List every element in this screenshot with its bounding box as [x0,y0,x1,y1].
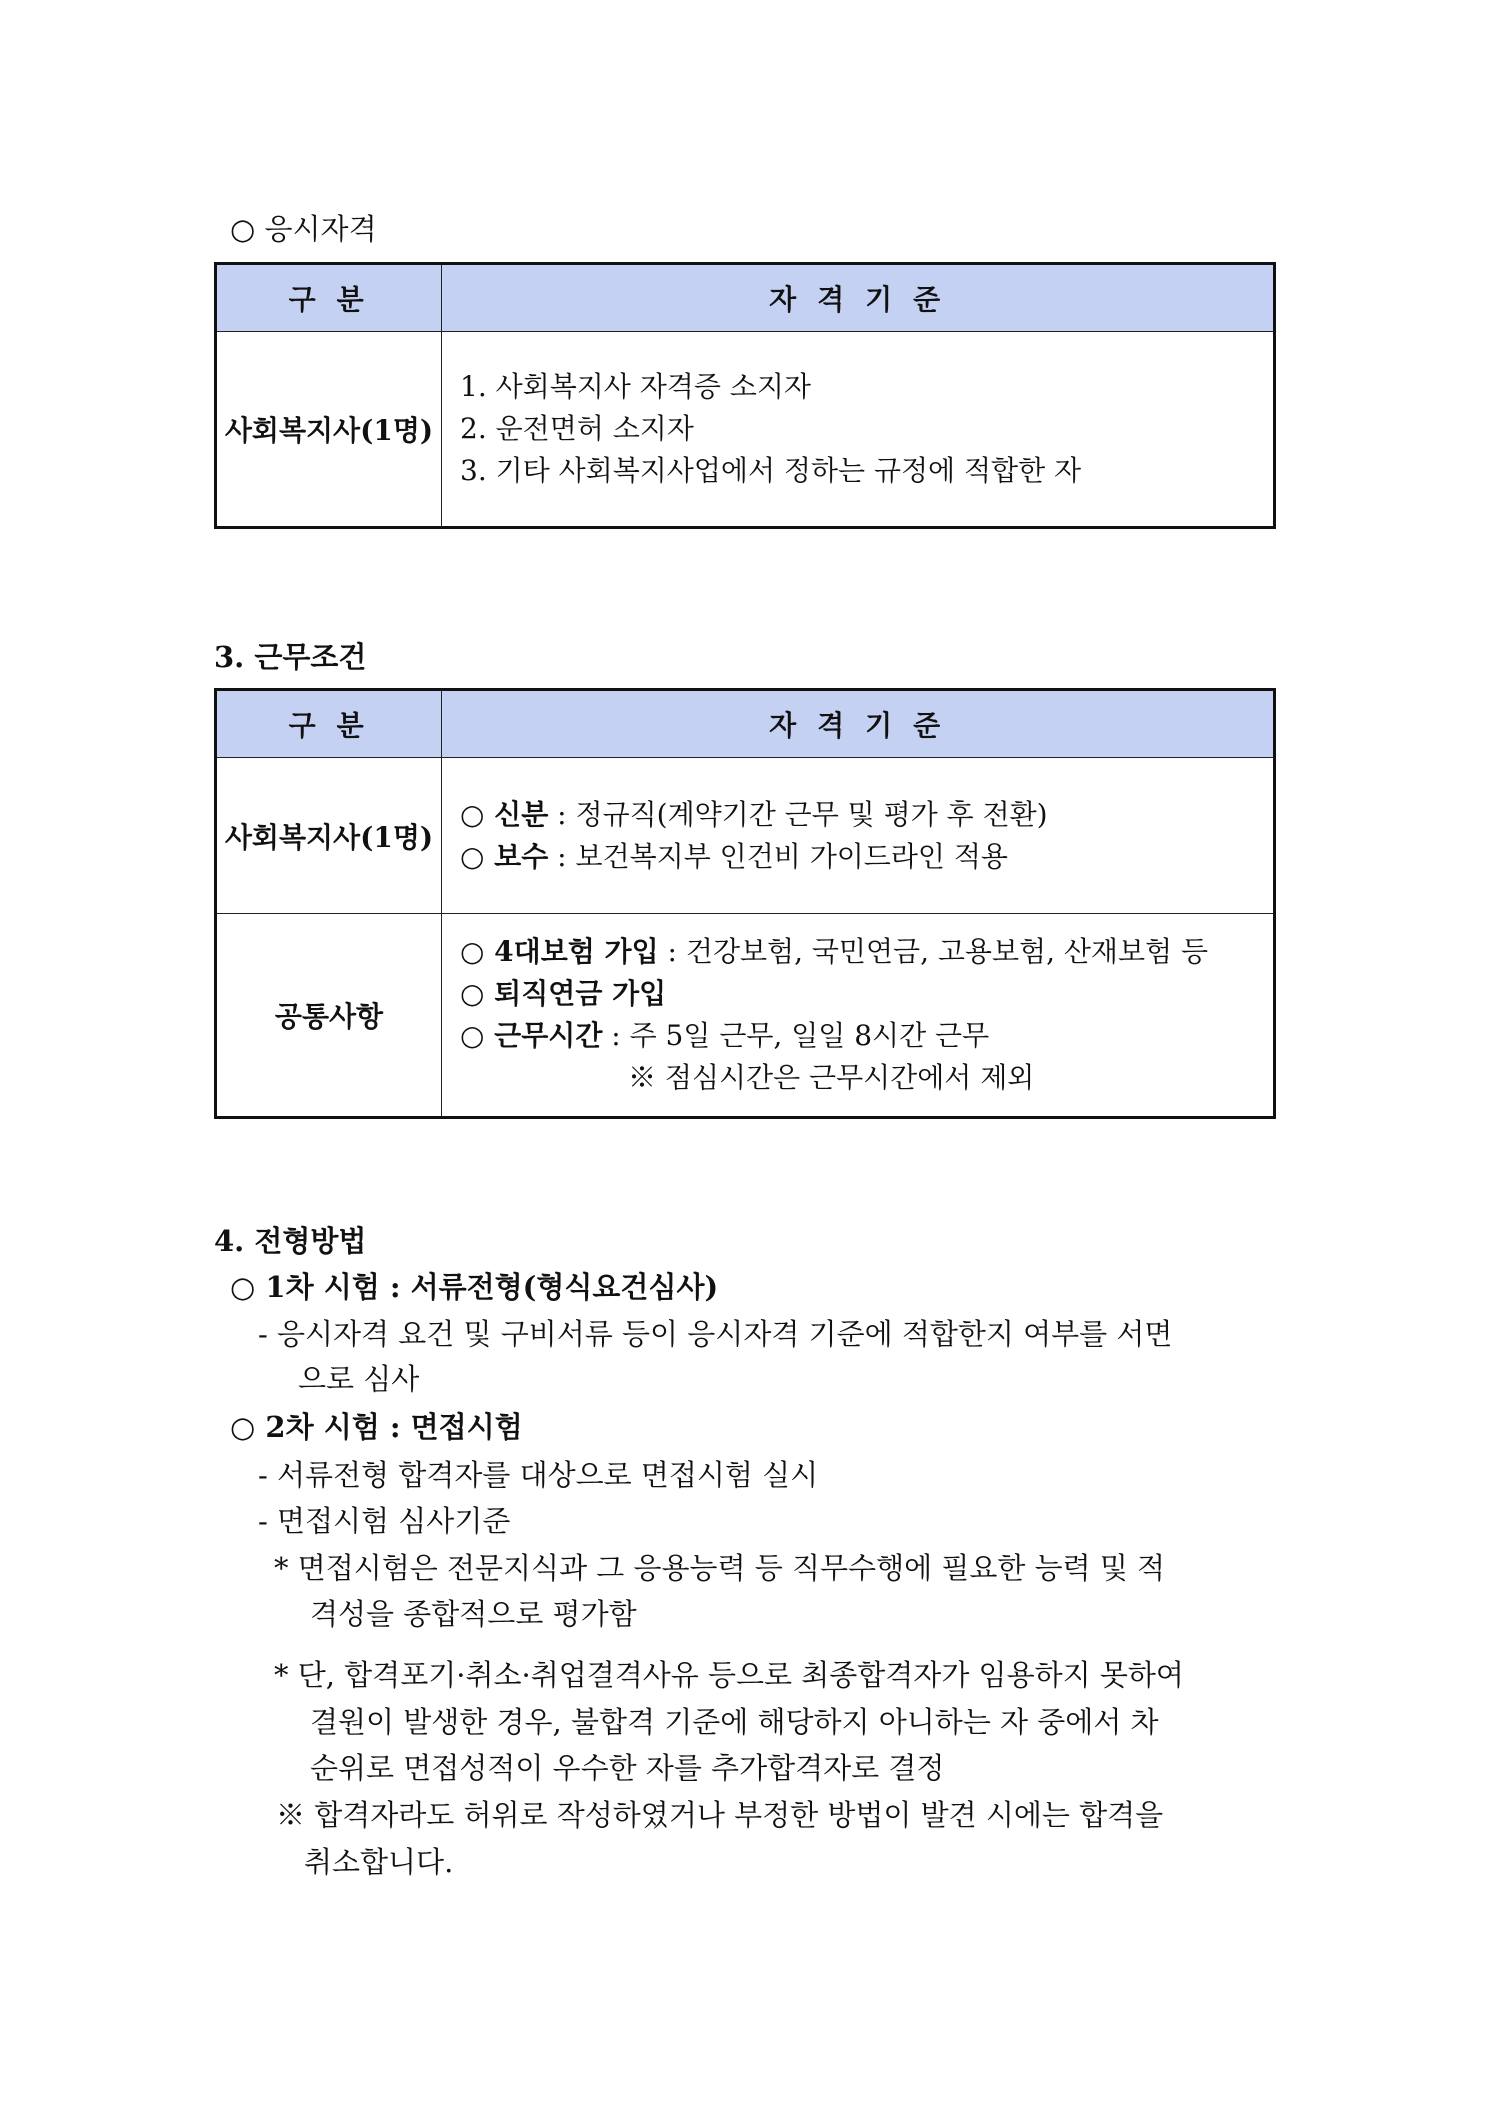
item-key: ○ 보수 [460,839,549,873]
col-header-criteria: 자 격 기 준 [442,690,1275,758]
row-label: 사회복지사(1명) [216,332,442,528]
list-item [460,973,1255,1015]
list-item: 1. 사회복지사 자격증 소지자 [460,370,811,403]
conditions-header-row [216,690,1275,758]
conditions-heading: 3. 근무조건 [214,640,367,674]
item-key: ○ 퇴직연금 가입 [460,977,667,1010]
conditions-table [214,688,1276,1119]
table-row [216,332,1275,528]
list-item [460,836,1255,878]
qualification-table [214,262,1276,529]
item-text: : 주 5일 근무, 일일 8시간 근무 [602,1019,990,1052]
criteria-note: 결원이 발생한 경우, 불합격 기준에 해당하지 아니하는 자 중에서 차 [310,1705,1159,1739]
table-row [216,914,1275,1118]
item-text: : 건강보험, 국민연금, 고용보험, 산재보험 등 [658,935,1209,968]
row-content [442,914,1275,1118]
table-row [216,758,1275,914]
col-header-criteria: 자 격 기 준 [442,264,1275,332]
notice-line: ※ 합격자라도 허위로 작성하였거나 부정한 방법이 발견 시에는 합격을 [276,1798,1164,1832]
qualification-header-row [216,264,1275,332]
item-key: ○ 근무시간 [460,1019,603,1052]
stage2-line: - 면접시험 심사기준 [258,1504,511,1538]
list-item: 2. 운전면허 소지자 [460,412,694,445]
criteria-note: 순위로 면접성적이 우수한 자를 추가합격자로 결정 [310,1751,945,1785]
lunch-note: ※ 점심시간은 근무시간에서 제외 [628,1061,1035,1094]
list-item [460,794,1255,836]
selection-heading: 4. 전형방법 [214,1224,367,1258]
item-key: ○ 신분 [460,797,549,831]
list-item [460,931,1255,973]
stage1-line: - 응시자격 요건 및 구비서류 등이 응시자격 기준에 적합한지 여부를 서면 [258,1317,1173,1351]
stage2-title: ○ 2차 시험 : 면접시험 [230,1410,523,1444]
row-label: 공통사항 [216,914,442,1118]
qualification-heading: ○ 응시자격 [230,212,377,246]
stage1-line: 으로 심사 [298,1362,420,1396]
item-text: : 정규직(계약기간 근무 및 평가 후 전환) [548,797,1048,831]
row-content [442,758,1275,914]
list-item: 3. 기타 사회복지사업에서 정하는 규정에 적합한 자 [460,454,1082,487]
criteria-note: * 단, 합격포기·취소·취업결격사유 등으로 최종합격자가 임용하지 못하여 [274,1658,1184,1692]
item-text: : 보건복지부 인건비 가이드라인 적용 [548,839,1008,873]
item-key: ○ 4대보험 가입 [460,935,659,968]
stage2-line: - 서류전형 합격자를 대상으로 면접시험 실시 [258,1458,819,1492]
col-header-category: 구 분 [216,690,442,758]
list-item [460,1015,1255,1057]
notice-line: 취소합니다. [304,1845,454,1879]
criteria-note: * 면접시험은 전문지식과 그 응용능력 등 직무수행에 필요한 능력 및 적 [274,1551,1166,1585]
row-content [442,332,1275,528]
criteria-note: 격성을 종합적으로 평가함 [310,1597,637,1631]
col-header-category: 구 분 [216,264,442,332]
stage1-title: ○ 1차 시험 : 서류전형(형식요건심사) [230,1270,719,1304]
row-label: 사회복지사(1명) [216,758,442,914]
